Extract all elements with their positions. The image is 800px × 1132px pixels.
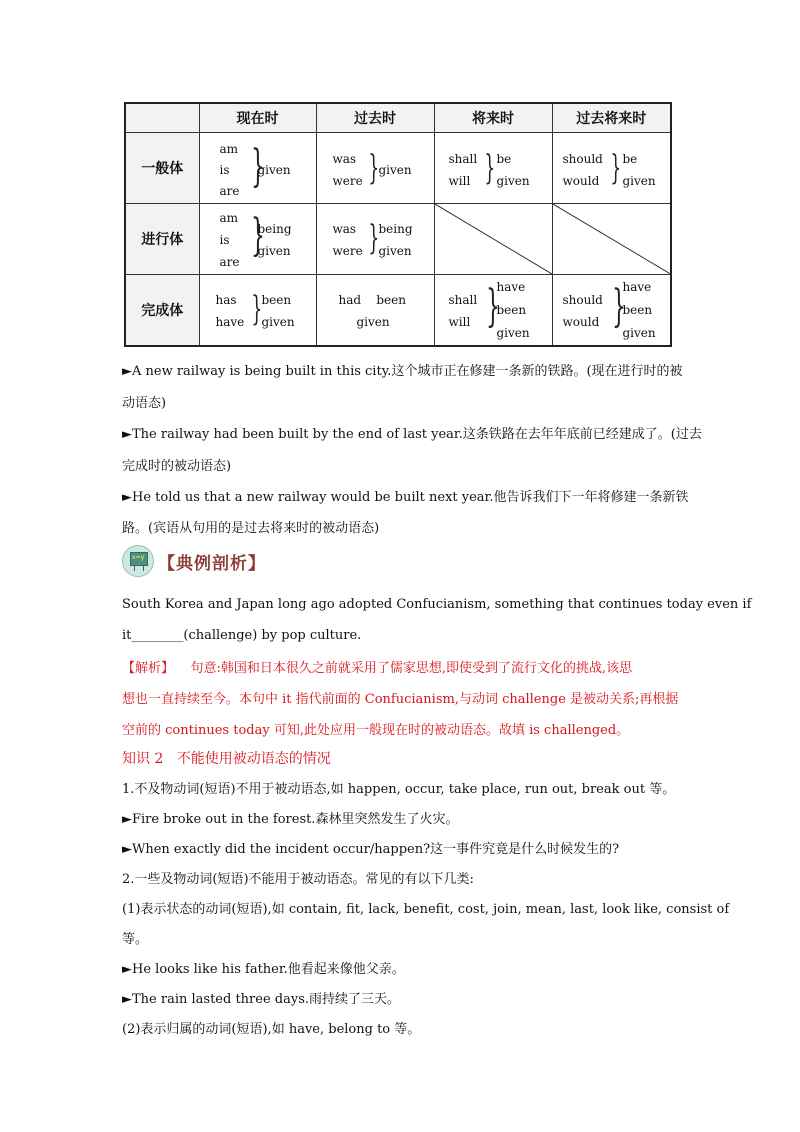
word: given: [622, 326, 656, 340]
brace-icon: }: [367, 148, 379, 188]
word: be: [622, 152, 638, 166]
header-future: 将来时: [434, 103, 552, 133]
icon-label: x=y: [132, 554, 145, 561]
cell-progressive-past-future-empty: [553, 204, 671, 274]
analysis-line: 空前的 continues today 可知,此处应用一般现在时的被动语态。故填 is challenged。: [122, 723, 630, 738]
exercise-line: South Korea and Japan long ago adopted Confucianism, something that continues today even if: [122, 597, 752, 612]
word: had been: [338, 293, 406, 307]
word: will: [448, 315, 471, 329]
word: would: [562, 174, 600, 188]
brace-icon: }: [250, 289, 262, 329]
word: have: [215, 315, 245, 329]
cell-perfect-future: [435, 275, 552, 345]
brace-icon: }: [609, 148, 621, 188]
word: is: [219, 163, 230, 177]
analysis-line: 【解析】 句意:韩国和日本很久之前就采用了儒家思想,即使受到了流行文化的挑战,该思: [122, 661, 633, 676]
analysis-line: 想也一直持续至今。本句中 it 指代前面的 Confucianism,与动词 challenge 是被动关系;再根据: [122, 692, 679, 707]
word: been: [622, 303, 653, 317]
word: is: [219, 233, 230, 247]
cell-progressive-past: [317, 204, 434, 274]
word: been: [496, 303, 527, 317]
body-line: (1)表示状态的动词(短语),如 contain, fit, lack, benefit, cost, join, mean, last, look like, consist of: [122, 902, 730, 917]
word: given: [378, 244, 412, 258]
header-present: 现在时: [199, 103, 316, 133]
body-line: 等。: [122, 932, 149, 947]
body-line: (2)表示归属的动词(短语),如 have, belong to 等。: [122, 1022, 421, 1037]
brace-icon: }: [250, 210, 265, 261]
word: been: [261, 293, 292, 307]
example-line: ►He told us that a new railway would be built next year.他告诉我们下一年将修建一条新铁: [122, 490, 689, 505]
body-line: ►When exactly did the incident occur/happen?这一事件究竟是什么时候发生的?: [122, 842, 620, 857]
word: has: [215, 293, 237, 307]
body-line: ►Fire broke out in the forest.森林里突然发生了火灾。: [122, 812, 459, 827]
word: should: [562, 293, 603, 307]
table-corner-cell: [125, 103, 199, 133]
body-line: 1.不及物动词(短语)不用于被动语态,如 happen, occur, take place, run out, break out 等。: [122, 782, 676, 797]
word: given: [496, 326, 530, 340]
brace-icon: }: [483, 148, 495, 188]
word: were: [332, 174, 363, 188]
cell-simple-past: [317, 133, 434, 203]
example-line: 路。(宾语从句用的是过去将来时的被动语态): [122, 521, 380, 536]
example-line: 完成时的被动语态): [122, 459, 232, 474]
brace-icon: }: [367, 218, 379, 258]
cell-perfect-past: [317, 275, 434, 345]
body-line: ►The rain lasted three days.雨持续了三天。: [122, 992, 400, 1007]
word: given: [257, 244, 291, 258]
word: will: [448, 174, 471, 188]
word: have: [622, 280, 652, 294]
cell-perfect-past-future: [553, 275, 671, 345]
word: are: [219, 184, 240, 198]
word: am: [219, 142, 239, 156]
word: given: [261, 315, 295, 329]
cell-progressive-future-empty: [435, 204, 552, 274]
example-line: 动语态): [122, 396, 167, 411]
teacher-board-icon: [122, 545, 154, 577]
word: am: [219, 211, 239, 225]
cell-perfect-present: [200, 275, 316, 345]
word: given: [496, 174, 530, 188]
word: was: [332, 222, 357, 236]
example-analysis-banner: [122, 544, 266, 578]
word: shall: [448, 152, 478, 166]
word: be: [496, 152, 512, 166]
brace-icon: }: [485, 281, 500, 332]
word: was: [332, 152, 357, 166]
word: would: [562, 315, 600, 329]
word: are: [219, 255, 240, 269]
banner-title: 【典例剖析】: [158, 553, 266, 574]
word: being: [257, 222, 292, 236]
cell-progressive-present: [200, 204, 316, 274]
word: being: [378, 222, 413, 236]
word: given: [356, 315, 390, 329]
cell-simple-future: [435, 133, 552, 203]
word: should: [562, 152, 603, 166]
row-label-progressive: 进行体: [125, 204, 199, 275]
cell-simple-present: [200, 133, 316, 203]
header-past-future: 过去将来时: [552, 103, 671, 133]
word: have: [496, 280, 526, 294]
example-line: ►A new railway is being built in this city.这个城市正在修建一条新的铁路。(现在进行时的被: [122, 364, 683, 379]
section-title: 知识 2 不能使用被动语态的情况: [122, 751, 331, 767]
row-label-simple: 一般体: [125, 133, 199, 204]
word: given: [378, 163, 412, 177]
exercise-line: it________(challenge) by pop culture.: [122, 628, 362, 643]
example-line: ►The railway had been built by the end of last year.这条铁路在去年年底前已经建成了。(过去: [122, 427, 702, 442]
header-past: 过去时: [316, 103, 434, 133]
diagonal-line: [435, 204, 552, 274]
word: were: [332, 244, 363, 258]
cell-simple-past-future: [553, 133, 671, 203]
word: given: [622, 174, 656, 188]
brace-icon: }: [611, 281, 626, 332]
body-line: ►He looks like his father.他看起来像他父亲。: [122, 962, 405, 977]
body-line: 2.一些及物动词(短语)不能用于被动语态。常见的有以下几类:: [122, 872, 474, 887]
word: given: [257, 163, 291, 177]
passive-voice-tense-table: [124, 102, 672, 347]
diagonal-line: [553, 204, 671, 274]
word: shall: [448, 293, 478, 307]
brace-icon: }: [250, 141, 265, 192]
row-label-perfect: 完成体: [125, 275, 199, 347]
